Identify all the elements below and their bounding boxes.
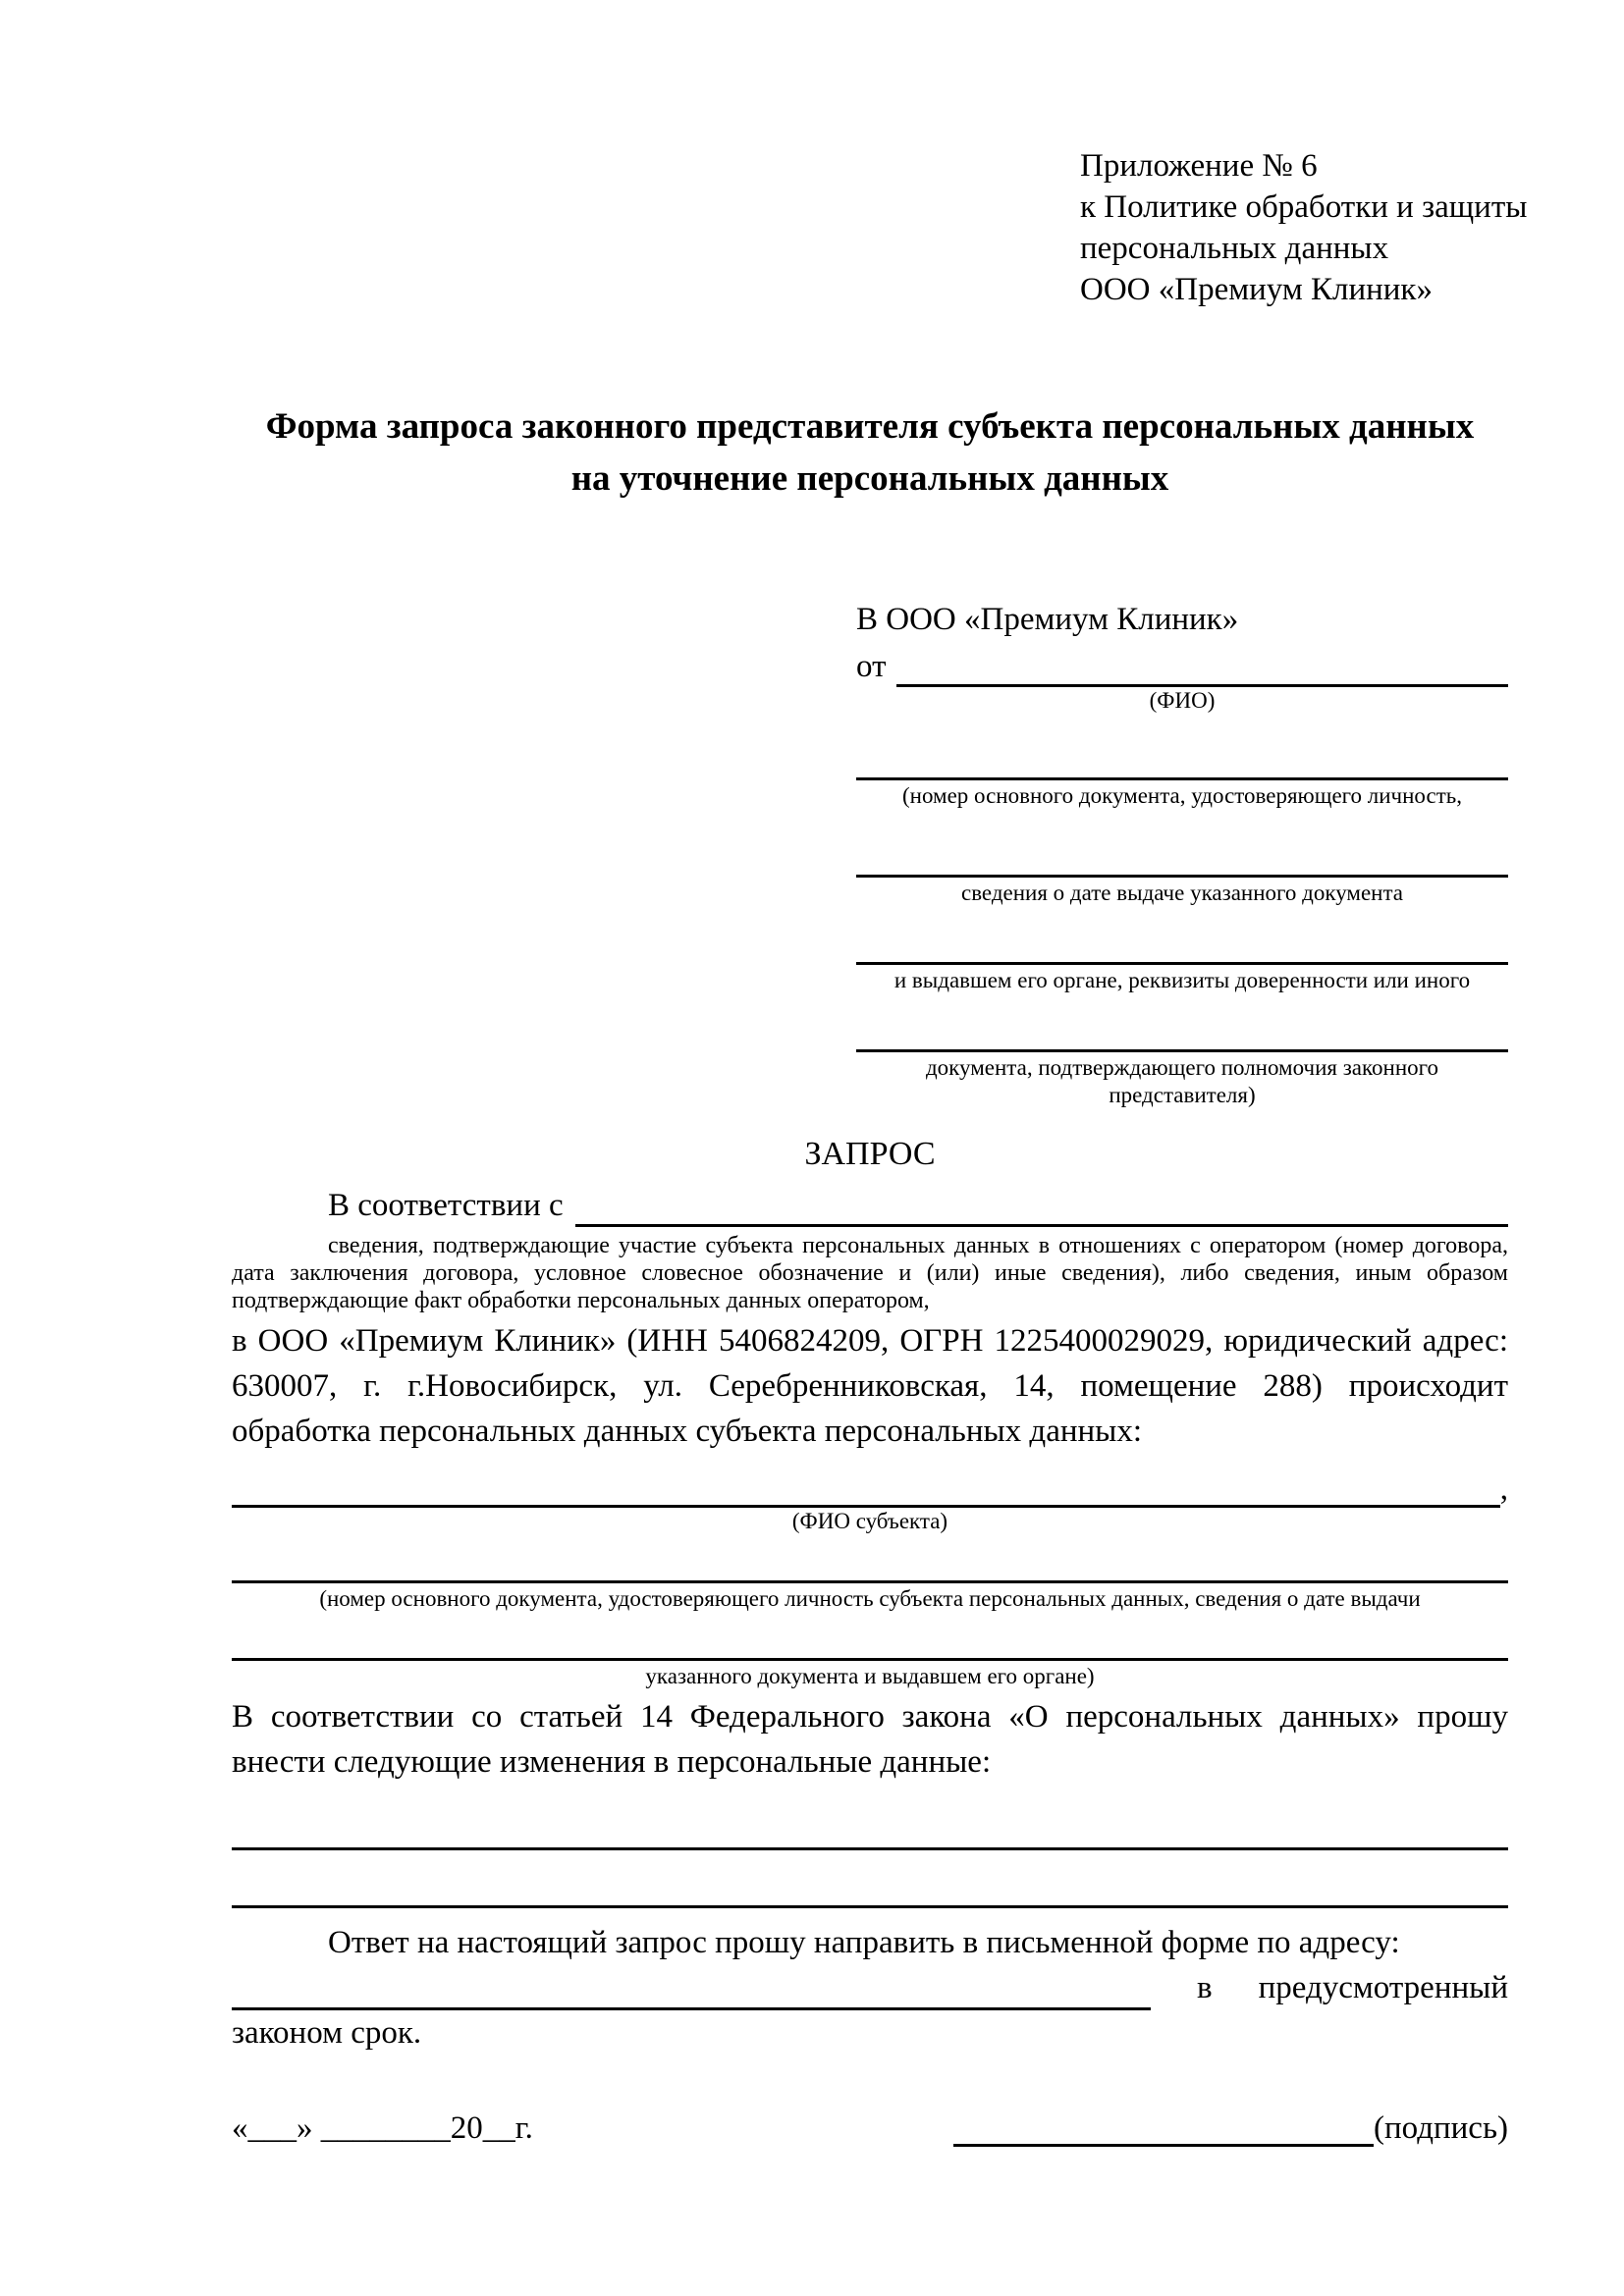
date-placeholder: «___» ________20__г. (232, 2110, 533, 2146)
signature-caption: (подпись) (1374, 2110, 1508, 2146)
changes-paragraph: В соответствии со статьей 14 Федерального закона «О персональных данных» прошу внести следующие изменения в персональные данные: (232, 1699, 1508, 1780)
subject-document-issue-field-line (232, 1613, 1508, 1661)
changes-field-line-2 (232, 1850, 1508, 1908)
reply-address-row (232, 1965, 1508, 2010)
issuing-authority-caption: и выдавшем его органе, реквизиты доверенности или иного (893, 968, 1471, 992)
document-number-caption: (номер основного документа, удостоверяющего личность, (901, 783, 1462, 808)
signature-group (953, 2110, 1508, 2147)
appendix-line: Приложение № 6 (1080, 148, 1318, 184)
changes-field-line-1 (232, 1792, 1508, 1850)
request-heading: ЗАПРОС (804, 1136, 936, 1172)
reply-address-field-line (232, 1974, 1151, 2010)
subject-fio-caption: (ФИО субъекта) (791, 1509, 948, 1533)
signature-field-line (953, 2110, 1374, 2147)
authority-document-caption: документа, подтверждающего полномочия законного представителя) (925, 1055, 1438, 1107)
appendix-line: ООО «Премиум Клиник» (1080, 272, 1433, 307)
from-label: от (856, 649, 887, 684)
accordance-field-line (575, 1191, 1508, 1227)
appendix-line: персональных данных (1080, 231, 1389, 266)
accordance-row (232, 1184, 1508, 1227)
addressee-block (856, 599, 1508, 1109)
issuing-authority-field-line (856, 925, 1508, 965)
operator-paragraph: в ООО «Премиум Клиник» (ИНН 5406824209, ОГРН 1225400029029, юридический адрес: 630007, г. г.Новосибирск, ул. Серебренниковская, 14, помещение 288) происходит обработка персональных данных субъекта персональных данных: (232, 1323, 1508, 1449)
reply-word-v: в (1197, 1970, 1213, 2005)
reply-tail: законом срок. (232, 2015, 422, 2051)
document-title-line-2: на уточнение персональных данных (570, 458, 1169, 499)
appendix-line: к Политике обработки и защиты (1080, 189, 1528, 225)
document-number-field-line (856, 740, 1508, 780)
reply-paragraph: Ответ на настоящий запрос прошу направить в письменной форме по адресу: (328, 1925, 1400, 1960)
reply-word-predusmotrenny: предусмотренный (1258, 1970, 1508, 2005)
document-title (232, 400, 1508, 505)
from-row (856, 646, 1508, 687)
subject-fio-row (232, 1471, 1508, 1508)
accordance-label: В соответствии с (328, 1188, 564, 1223)
authority-document-field-line (856, 1012, 1508, 1052)
issue-date-caption: сведения о дате выдаче указанного документа (960, 881, 1404, 905)
subject-document-caption-2: указанного документа и выдавшем его органе) (645, 1664, 1095, 1688)
document-title-line-1: Форма запроса законного представителя субъекта персональных данных (265, 406, 1475, 447)
accordance-caption: сведения, подтверждающие участие субъекта персональных данных в отношениях с оператором (номер договора, дата заключения договора, условное словесное обозначение и (или) иные сведения), либо сведения, иным образом подтверждающие факт обработки персональных данных оператором, (232, 1233, 1508, 1313)
fio-caption: (ФИО) (1149, 688, 1216, 713)
subject-document-field-line (232, 1535, 1508, 1583)
addressee-organization: В ООО «Премиум Клиник» (856, 602, 1239, 637)
date-signature-row (232, 2110, 1508, 2147)
appendix-reference-block (1080, 145, 1528, 310)
subject-document-caption-1: (номер основного документа, удостоверяющего личность субъекта персональных данных, сведения о дате выдачи (319, 1586, 1421, 1611)
from-fio-field-line (896, 651, 1509, 687)
subject-fio-field-line (232, 1471, 1500, 1508)
issue-date-field-line (856, 837, 1508, 878)
subject-fio-comma: , (1499, 1471, 1508, 1507)
